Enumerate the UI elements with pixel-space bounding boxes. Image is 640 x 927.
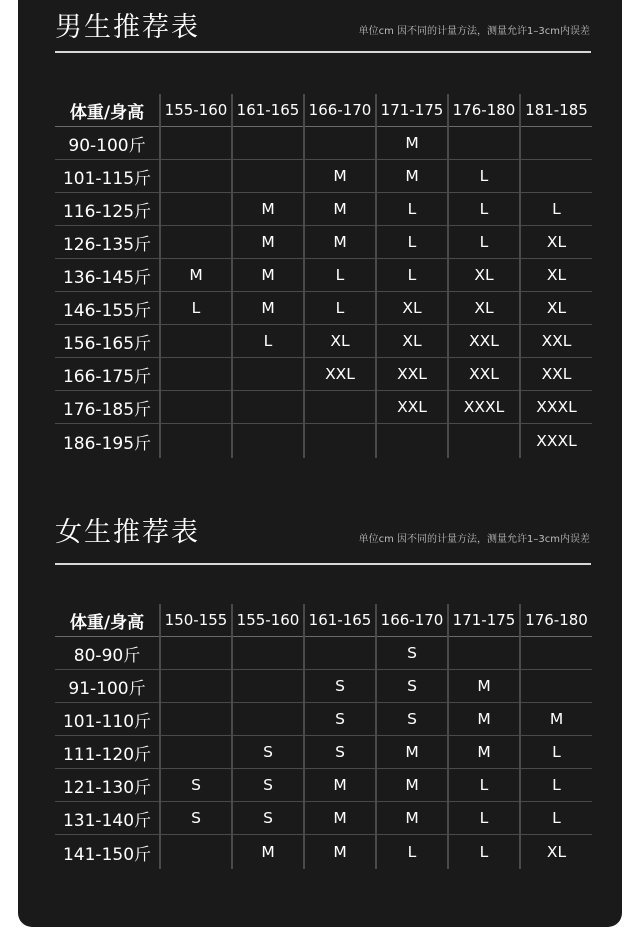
size-cell: XL	[376, 325, 448, 358]
size-cell: XL	[448, 292, 520, 325]
height-range-header: 171-175	[448, 604, 520, 637]
table-row	[55, 259, 592, 292]
size-cell: S	[232, 736, 304, 769]
table-row	[55, 391, 592, 424]
size-cell: S	[160, 802, 232, 835]
size-cell: S	[304, 670, 376, 703]
weight-range-cell: 186-195斤	[62, 433, 152, 454]
weight-range-cell: 126-135斤	[55, 226, 160, 259]
height-range-header: 176-180	[520, 604, 592, 637]
size-cell: M	[160, 259, 232, 292]
height-range-header: 161-165	[232, 94, 304, 127]
size-cell	[160, 358, 232, 391]
height-range-header: 181-185	[520, 94, 592, 127]
table-row	[55, 670, 592, 703]
size-cell	[160, 127, 232, 160]
size-cell: XL	[520, 259, 592, 292]
size-cell: XL	[376, 292, 448, 325]
men-section-title: 男生推荐表	[55, 12, 200, 43]
table-row	[55, 802, 592, 835]
table-row	[55, 160, 592, 193]
height-range-header: 171-175	[376, 94, 448, 127]
size-cell: L	[304, 259, 376, 292]
size-cell	[520, 160, 592, 193]
size-cell: L	[448, 769, 520, 802]
size-cell: XXXL	[520, 424, 592, 459]
size-cell: XL	[304, 325, 376, 358]
size-cell: M	[376, 769, 448, 802]
size-cell: S	[304, 703, 376, 736]
height-range-header: 166-170	[304, 94, 376, 127]
size-cell: L	[376, 835, 448, 870]
height-range-header: 155-160	[232, 604, 304, 637]
size-cell: M	[304, 835, 376, 870]
table-row	[55, 325, 592, 358]
weight-range-cell: 101-115斤	[55, 160, 160, 193]
size-cell: XXL	[448, 325, 520, 358]
size-cell: XL	[448, 259, 520, 292]
weight-height-header: 体重/身高	[55, 94, 160, 127]
men-section	[18, 0, 622, 480]
size-cell: M	[304, 802, 376, 835]
size-cell: M	[304, 160, 376, 193]
size-cell	[232, 391, 304, 424]
size-cell: XXL	[520, 325, 592, 358]
size-cell: M	[520, 703, 592, 736]
size-cell	[160, 391, 232, 424]
size-cell: L	[232, 325, 304, 358]
size-cell: S	[376, 670, 448, 703]
weight-range-cell: 91-100斤	[55, 670, 160, 703]
size-cell	[160, 736, 232, 769]
weight-range-cell: 80-90斤	[55, 637, 160, 670]
weight-range-cell: 176-185斤	[55, 391, 160, 424]
size-cell: L	[520, 769, 592, 802]
size-cell	[304, 424, 376, 459]
size-cell	[160, 424, 232, 459]
size-cell: L	[376, 259, 448, 292]
height-range-header: 176-180	[448, 94, 520, 127]
size-cell	[376, 424, 448, 459]
size-cell	[520, 670, 592, 703]
size-cell	[520, 637, 592, 670]
size-cell: L	[376, 193, 448, 226]
women-size-table	[55, 604, 592, 869]
size-cell	[520, 127, 592, 160]
size-cell: M	[376, 802, 448, 835]
weight-range-cell: 146-155斤	[55, 292, 160, 325]
size-cell	[160, 325, 232, 358]
table-row	[55, 703, 592, 736]
table-row	[55, 769, 592, 802]
table-row	[55, 736, 592, 769]
table-row	[55, 226, 592, 259]
table-row	[55, 193, 592, 226]
size-cell	[304, 391, 376, 424]
table-row	[55, 424, 592, 459]
size-cell: XL	[520, 292, 592, 325]
weight-range-cell: 90-100斤	[55, 127, 160, 160]
size-cell	[160, 637, 232, 670]
size-cell: S	[232, 769, 304, 802]
table-row	[55, 637, 592, 670]
size-cell: L	[448, 193, 520, 226]
size-cell: XXL	[520, 358, 592, 391]
size-cell: M	[232, 835, 304, 870]
height-range-header: 155-160	[160, 94, 232, 127]
size-cell: XL	[520, 226, 592, 259]
size-cell: L	[520, 802, 592, 835]
size-cell: L	[304, 292, 376, 325]
size-cell: M	[232, 259, 304, 292]
weight-range-cell: 156-165斤	[55, 325, 160, 358]
size-cell	[160, 670, 232, 703]
size-cell: L	[520, 736, 592, 769]
size-cell: XXL	[376, 391, 448, 424]
size-cell: XXL	[448, 358, 520, 391]
size-cell	[304, 127, 376, 160]
size-cell: L	[448, 802, 520, 835]
size-cell: L	[448, 835, 520, 870]
size-cell	[448, 424, 520, 459]
size-cell	[304, 637, 376, 670]
size-cell: XXL	[304, 358, 376, 391]
size-cell: M	[448, 670, 520, 703]
size-cell: M	[376, 736, 448, 769]
size-cell: L	[520, 193, 592, 226]
size-cell	[232, 670, 304, 703]
size-cell	[448, 637, 520, 670]
size-cell	[232, 703, 304, 736]
size-cell: M	[232, 292, 304, 325]
men-size-table	[55, 94, 592, 458]
size-cell	[160, 703, 232, 736]
size-cell	[232, 160, 304, 193]
size-cell: S	[376, 637, 448, 670]
size-cell	[232, 637, 304, 670]
size-cell	[232, 424, 304, 459]
size-cell	[160, 835, 232, 870]
height-range-header: 166-170	[376, 604, 448, 637]
weight-range-cell: 136-145斤	[55, 259, 160, 292]
weight-range-cell: 131-140斤	[55, 802, 160, 835]
weight-range-cell: 121-130斤	[55, 769, 160, 802]
size-cell	[160, 160, 232, 193]
weight-height-header: 体重/身高	[55, 604, 160, 637]
table-row	[55, 292, 592, 325]
size-cell: S	[304, 736, 376, 769]
table-row	[55, 835, 592, 870]
weight-range-cell: 101-110斤	[55, 703, 160, 736]
size-cell	[448, 127, 520, 160]
weight-range-cell: 166-175斤	[55, 358, 160, 391]
size-cell: XXL	[376, 358, 448, 391]
size-cell: L	[448, 160, 520, 193]
women-measurement-note: 单位cm 因不同的计量方法，测量允许1–3cm内误差	[358, 534, 590, 545]
height-range-header: 150-155	[160, 604, 232, 637]
weight-range-cell: 141-150斤	[62, 844, 152, 865]
size-cell: M	[304, 769, 376, 802]
women-section-title: 女生推荐表	[55, 517, 200, 548]
size-cell: XXXL	[520, 391, 592, 424]
size-cell	[232, 358, 304, 391]
women-table-header-row	[55, 604, 592, 637]
size-cell: L	[448, 226, 520, 259]
size-cell	[160, 193, 232, 226]
size-cell: M	[232, 193, 304, 226]
size-cell: M	[376, 127, 448, 160]
men-measurement-note: 单位cm 因不同的计量方法，测量允许1–3cm内误差	[358, 26, 590, 37]
size-cell: L	[376, 226, 448, 259]
size-cell	[160, 226, 232, 259]
weight-range-cell: 111-120斤	[55, 736, 160, 769]
men-table-header-row	[55, 94, 592, 127]
size-cell: M	[304, 226, 376, 259]
size-cell: XXXL	[448, 391, 520, 424]
size-cell: S	[160, 769, 232, 802]
men-title-divider	[55, 51, 591, 53]
height-range-header: 161-165	[304, 604, 376, 637]
size-chart-panel	[18, 0, 622, 927]
size-cell: L	[160, 292, 232, 325]
size-cell: S	[376, 703, 448, 736]
size-cell: M	[232, 226, 304, 259]
size-cell: M	[304, 193, 376, 226]
size-cell: XL	[520, 835, 592, 870]
size-cell	[232, 127, 304, 160]
size-cell: M	[448, 736, 520, 769]
size-cell: M	[376, 160, 448, 193]
table-row	[55, 358, 592, 391]
size-cell: S	[232, 802, 304, 835]
weight-range-cell: 116-125斤	[55, 193, 160, 226]
table-row	[55, 127, 592, 160]
women-title-divider	[55, 563, 591, 565]
women-section	[18, 505, 622, 905]
size-cell: M	[448, 703, 520, 736]
